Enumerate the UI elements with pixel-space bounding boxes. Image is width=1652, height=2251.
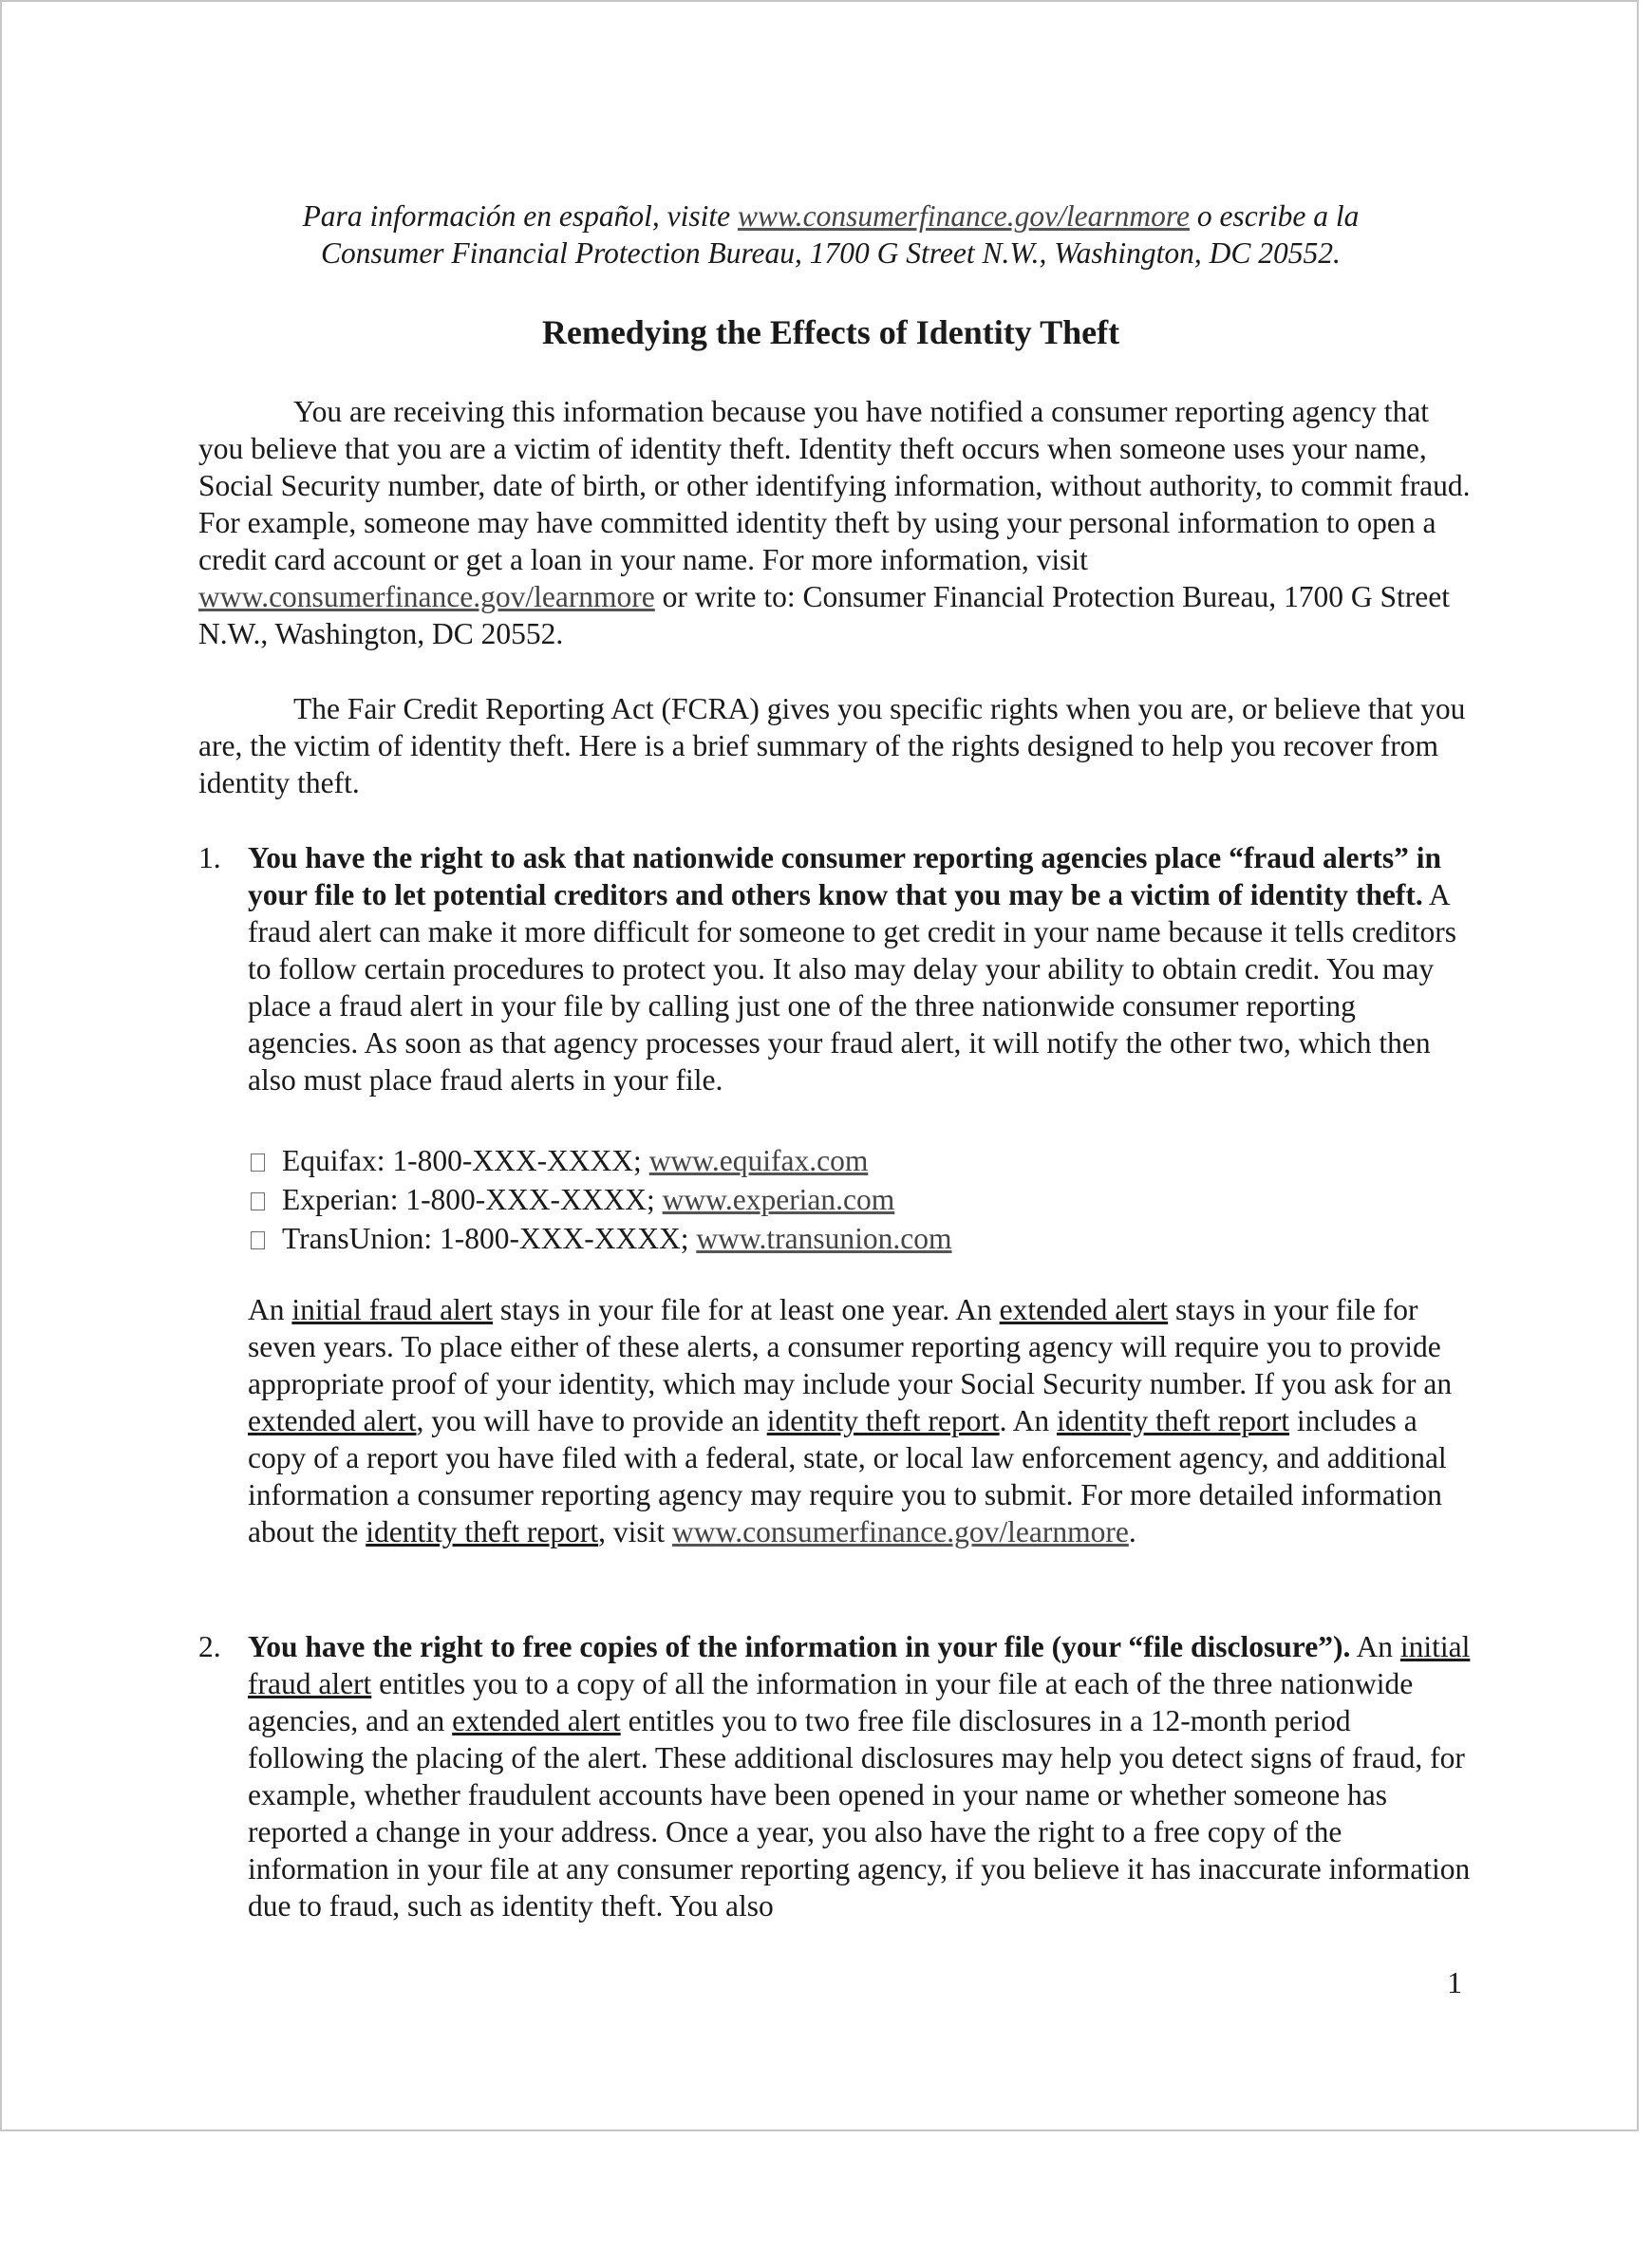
spanish-intro-text: Para información en español, visite [302, 199, 739, 233]
agency-label: TransUnion: 1-800-XXX-XXXX; [282, 1222, 697, 1255]
agency-label: Experian: 1-800-XXX-XXXX; [282, 1183, 663, 1216]
checkbox-icon [251, 1231, 265, 1249]
alerts-text: includes a copy of a report you have filed with a federal, state, or local law enforcement agency, and additional information a consumer reporting agency may require you to submit. For more detailed information about the [248, 1404, 1447, 1548]
equifax-link[interactable]: www.equifax.com [648, 1144, 869, 1177]
alerts-text: , visit [598, 1515, 673, 1548]
item-2-heading: You have the right to free copies of the information in your file (your “file disclosure”). [248, 1630, 1351, 1663]
term-initial-fraud-alert: initial fraud alert [291, 1293, 494, 1326]
item-2-text: entitles you to two free file disclosures in a 12-month period following the placing of the alert. These additional disclosures may help you detect signs of fraud, for example, whether fraudulent accounts have been opened in your name or whether someone has reported a change in your address. Once a year, you also have the right to a free copy of the information in your file at any consumer reporting agency, if you believe it has inaccurate information due to fraud, such as identity theft. You also [248, 1704, 1471, 1923]
page-number: 1 [1447, 1966, 1462, 1999]
consumerfinance-link[interactable]: www.consumerfinance.gov/learnmore [198, 580, 655, 613]
transunion-link[interactable]: www.transunion.com [696, 1222, 952, 1255]
agency-equifax [248, 1142, 952, 1181]
item-1-text: A fraud alert can make it more difficult for someone to get credit in your name because it tells creditors to follow certain procedures to protect you. It also may delay your ability to obtain credit. You may place a fraud alert in your file by calling just one of the three nationwide consumer reporting agencies. As soon as that agency processes your fraud alert, it will notify the other two, which then also must place fraud alerts in your file. [248, 878, 1456, 1097]
term-identity-theft-report: identity theft report [366, 1515, 599, 1548]
spanish-intro-address: Consumer Financial Protection Bureau, 1700 G Street N.W., Washington, DC 20552. [321, 236, 1341, 270]
alerts-text: stays in your file for seven years. To place either of these alerts, a consumer reporting agency will require you to provide appropriate proof of your identity, which may include your Social Security number. If you ask for an [248, 1293, 1453, 1400]
agency-transunion [248, 1220, 952, 1259]
term-extended-alert: extended alert [452, 1704, 621, 1737]
term-initial-fraud-alert: initial fraud alert [248, 1630, 1471, 1700]
agency-label: Equifax: 1-800-XXX-XXXX; [282, 1144, 649, 1177]
intro-text: You are receiving this information because you have notified a consumer reporting agency that you believe that you are a victim of identity theft. Identity theft occurs when someone uses your name, Social Security number, date of birth, or other identifying information, without authority, to commit fraud. For example, someone may have committed identity theft by using your personal information to open a credit card account or get a loan in your name. For more information, visit [198, 395, 1471, 576]
alerts-text: , you will have to provide an [416, 1404, 767, 1437]
alerts-text: . An [999, 1404, 1058, 1437]
item-2-text: An [1350, 1630, 1400, 1663]
intro-paragraph [198, 393, 1471, 652]
intro-text-end: or write to: Consumer Financial Protection Bureau, 1700 G Street N.W., Washington, DC 20552. [198, 580, 1450, 650]
term-identity-theft-report: identity theft report [766, 1404, 1000, 1437]
page-title: Remedying the Effects of Identity Theft [541, 313, 1120, 351]
item-2-text: entitles you to a copy of all the information in your file at each of the three nationwide agencies, and an [248, 1667, 1414, 1737]
item-1-heading: You have the right to ask that nationwide consumer reporting agencies place “fraud alerts” in your file to let potential creditors and others know that you may be a victim of identity theft. [248, 841, 1442, 911]
checkbox-icon [251, 1192, 265, 1210]
fcra-paragraph: The Fair Credit Reporting Act (FCRA) gives you specific rights when you are, or believe that you are, the victim of identity theft. Here is a brief summary of the rights designed to help you recover from identity theft. [198, 692, 1466, 799]
agency-experian [248, 1181, 952, 1220]
alerts-text: stays in your file for at least one year. An [493, 1293, 1000, 1326]
term-extended-alert: extended alert [248, 1404, 417, 1437]
item-number: 1. [198, 841, 221, 874]
item-number: 2. [198, 1630, 221, 1663]
alerts-text: An [248, 1293, 292, 1326]
experian-link[interactable]: www.experian.com [662, 1183, 895, 1216]
consumerfinance-link-es[interactable]: www.consumerfinance.gov/learnmore [738, 199, 1190, 233]
right-item-1 [198, 839, 1471, 1098]
spanish-info-header [144, 197, 1517, 272]
term-identity-theft-report: identity theft report [1057, 1404, 1289, 1437]
fraud-alerts-paragraph [248, 1291, 1473, 1550]
checkbox-icon [251, 1154, 265, 1172]
agency-list [248, 1142, 952, 1259]
alerts-text: . [1128, 1515, 1136, 1548]
consumerfinance-link-alerts[interactable]: www.consumerfinance.gov/learnmore [672, 1515, 1129, 1548]
right-item-2 [198, 1628, 1471, 1924]
spanish-intro-text-2: o escribe a la [1189, 199, 1360, 233]
term-extended-alert: extended alert [999, 1293, 1169, 1326]
